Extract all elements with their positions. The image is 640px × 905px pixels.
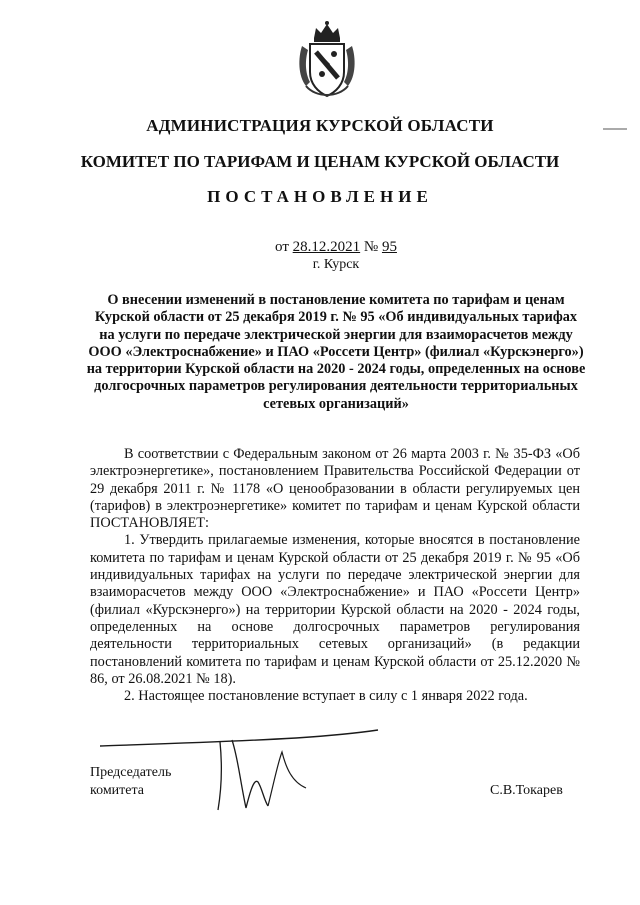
decree-date-line	[256, 239, 416, 256]
item-1-paragraph: 1. Утвердить прилагаемые изменения, которые вносятся в постановление комитета по тарифам и ценам Курской области от 25 декабря 2019 г. № 95 «Об индивидуальных тарифах на услуги по передаче электрической энергии для взаиморасчетов между ООО «Электроснабжение» и ПАО «Россети Центр» (филиал «Курскэнерго») на территории Курской области на 2020 - 2024 годы, определенных на основе долгосрочных параметров регулирования деятельности территориальных сетевых организаций» (в редакции постановлений комитета по тарифам и ценам Курской области от 25.12.2020 № 86, от 26.08.2021 № 18).	[90, 532, 580, 687]
number-prefix: №	[363, 239, 379, 255]
position-line-1: Председатель	[90, 765, 172, 780]
item-2-paragraph: 2. Настоящее постановление вступает в силу с 1 января 2022 года.	[124, 688, 528, 705]
document-type-heading: ПОСТАНОВЛЕНИЕ	[207, 187, 433, 206]
committee-heading: КОМИТЕТ ПО ТАРИФАМ И ЦЕНАМ КУРСКОЙ ОБЛАСТИ	[80, 152, 560, 171]
signatory-name: С.В.Токарев	[490, 783, 563, 798]
administration-heading: АДМИНИСТРАЦИЯ КУРСКОЙ ОБЛАСТИ	[146, 116, 494, 135]
signatory-position	[90, 764, 171, 800]
position-line-2: комитета	[90, 783, 145, 798]
decree-title: О внесении изменений в постановление комитета по тарифам и ценам Курской области от 25 декабря 2019 г. № 95 «Об индивидуальных тарифах на услуги по передаче электрической энергии для взаиморасчетов между ООО «Электроснабжение» и ПАО «Россети Центр» (филиал «Курскэнерго») на территории Курской области на 2020 - 2024 годы, определенных на основе долгосрочных параметров регулирования деятельности территориальных сетевых организаций»	[86, 292, 586, 412]
decree-date: 28.12.2021	[292, 239, 361, 255]
decree-number: 95	[381, 239, 397, 255]
decree-city: г. Курск	[312, 257, 360, 272]
date-prefix: от	[275, 239, 289, 255]
preamble-paragraph: В соответствии с Федеральным законом от 26 марта 2003 г. № 35-ФЗ «Об электроэнергетике», постановлением Правительства Российской Федерации от 29 декабря 2011 г. № 1178 «О ценообразовании в области регулируемых цен (тарифов) в электроэнергетике» комитет по тарифам и ценам Курской области ПОСТАНОВЛЯЕТ:	[90, 446, 580, 532]
coat-of-arms-icon	[296, 18, 358, 100]
decree-body	[90, 446, 580, 705]
